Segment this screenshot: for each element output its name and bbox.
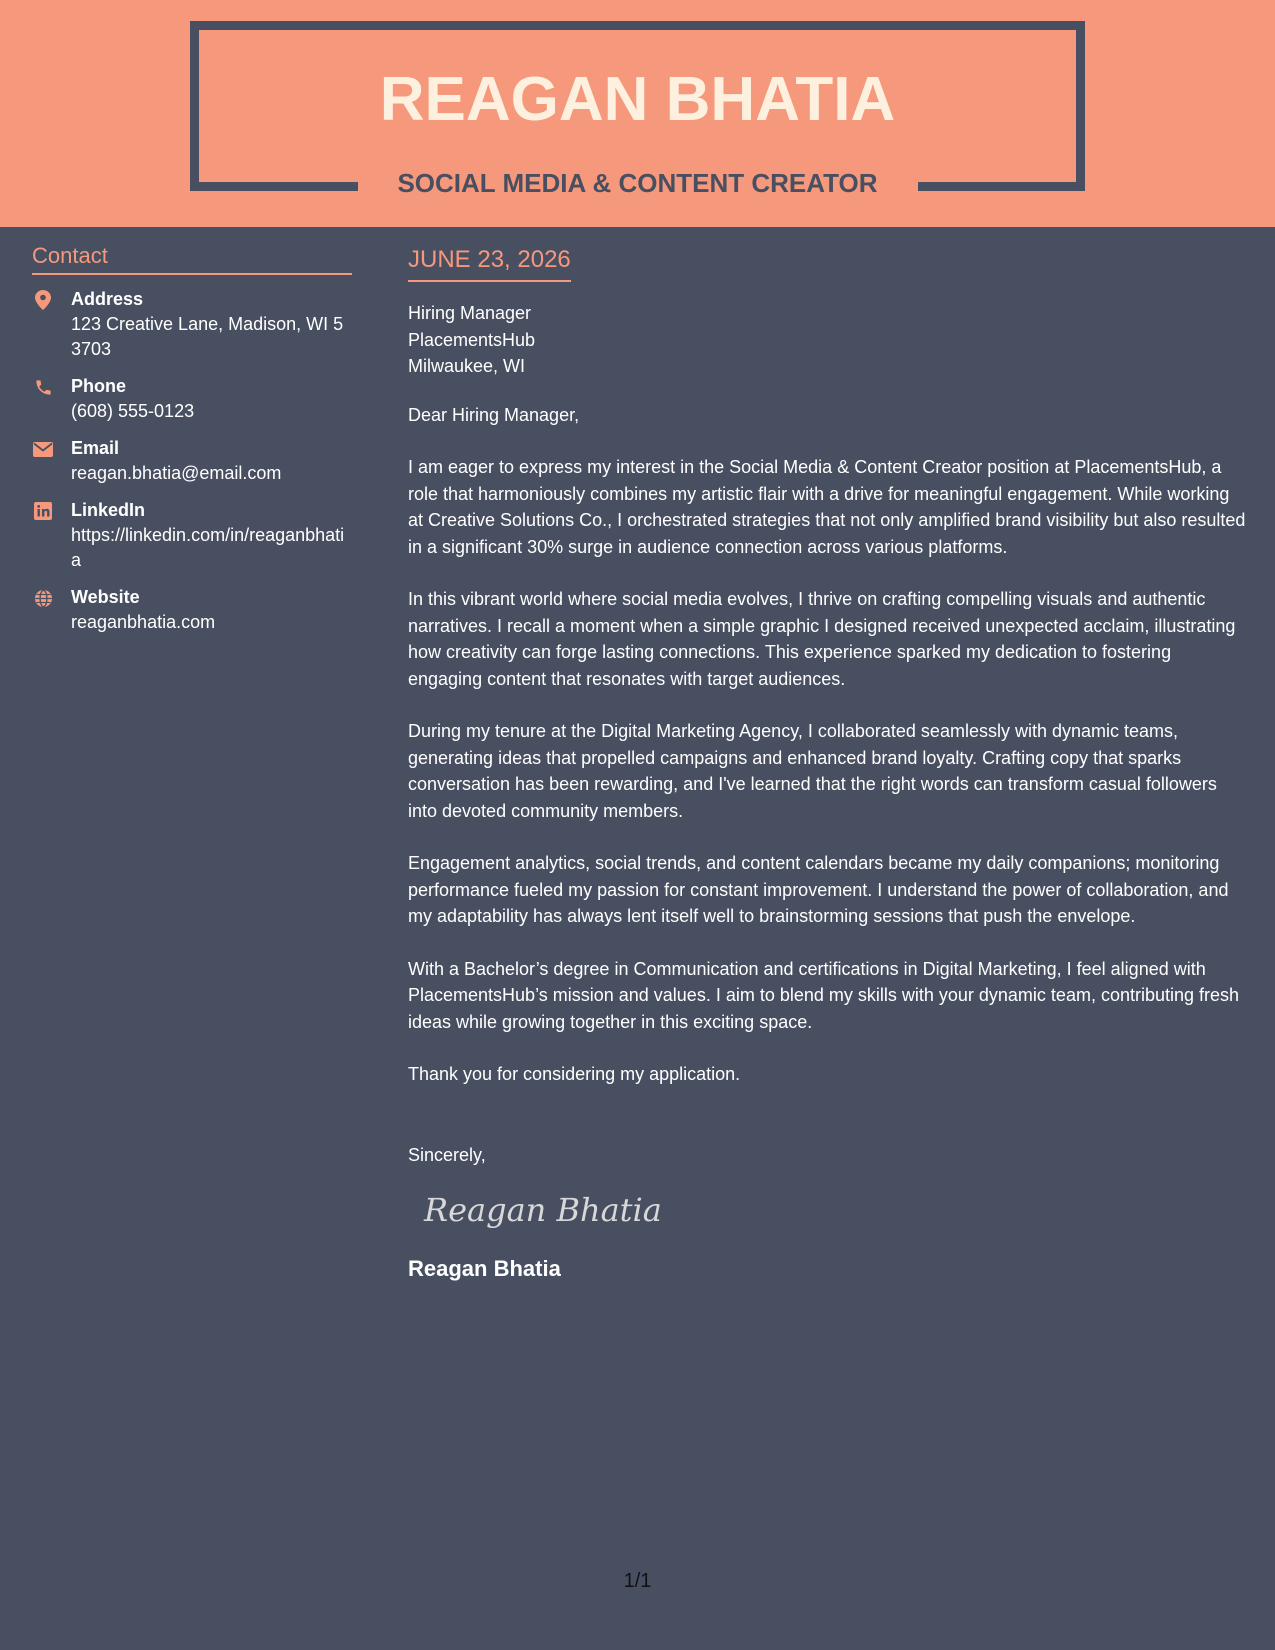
address-label: Address — [71, 289, 144, 309]
paragraph-1: I am eager to express my interest in the Social Media & Content Creator position at PlacementsHub, a role that harmoniously combines my artistic flair with a drive for meaningful engagement. While working at Creative Solutions Co., I orchestrated strategies that not only amplified brand visibility but also resulted in a significant 30% surge in audience connection across various platforms. — [408, 457, 1246, 557]
email-label: Email — [71, 438, 120, 458]
header-banner — [0, 0, 1275, 227]
contact-email — [32, 436, 352, 486]
paragraph-2: In this vibrant world where social media evolves, I thrive on crafting compelling visuals and authentic narratives. I recall a moment when a simple graphic I designed received unexpected acclaim, illustrating how creativity can forge lasting connections. This experience sparked my dedication to fostering engaging content that resonates with target audiences. — [408, 589, 1236, 689]
paragraph-3: During my tenure at the Digital Marketing Agency, I collaborated seamlessly with dynamic teams, generating ideas that propelled campaigns and enhanced brand loyalty. Crafting copy that sparks conversation has been rewarding, and I've learned that the right words can transform casual followers into devoted community members. — [408, 721, 1217, 821]
phone-value: (608) 555-0123 — [71, 401, 195, 421]
globe-icon — [32, 587, 54, 609]
website-label: Website — [71, 587, 140, 607]
greeting: Dear Hiring Manager, — [408, 404, 580, 425]
page-number: 1/1 — [623, 1570, 652, 1592]
recipient-block — [408, 300, 1248, 380]
contact-website — [32, 585, 352, 635]
contact-sidebar — [32, 242, 352, 635]
phone-label: Phone — [71, 376, 127, 396]
letter-body — [408, 244, 1248, 1284]
address-value: 123 Creative Lane, Madison, WI 53703 — [71, 314, 344, 359]
signer-name: Reagan Bhatia — [408, 1256, 561, 1281]
linkedin-label: LinkedIn — [71, 500, 146, 520]
phone-icon — [32, 376, 54, 398]
paragraph-thanks: Thank you for considering my application. — [408, 1064, 741, 1084]
contact-address — [32, 287, 352, 362]
paragraph-4: Engagement analytics, social trends, and content calendars became my daily companions; monitoring performance fueled my passion for constant improvement. I understand the power of collaboration, and my adaptability has always lent itself well to brainstorming sessions that push the envelope. — [408, 853, 1229, 926]
contact-heading: Contact — [32, 242, 352, 275]
linkedin-value[interactable]: https://linkedin.com/in/reaganbhatia — [71, 525, 345, 570]
email-icon — [32, 438, 54, 460]
applicant-name: REAGAN BHATIA — [379, 65, 896, 134]
recipient-company: PlacementsHub — [408, 329, 536, 350]
paragraph-5: With a Bachelor’s degree in Communication and certifications in Digital Marketing, I feel aligned with PlacementsHub’s mission and values. I aim to blend my skills with your dynamic team, contributing fresh ideas while growing together in this exciting space. — [408, 958, 1240, 1032]
email-value[interactable]: reagan.bhatia@email.com — [71, 463, 282, 483]
recipient-name: Hiring Manager — [408, 303, 532, 323]
website-value[interactable]: reaganbhatia.com — [71, 612, 216, 632]
contact-phone — [32, 374, 352, 424]
contact-linkedin — [32, 498, 352, 573]
recipient-location: Milwaukee, WI — [408, 356, 526, 376]
linkedin-icon — [32, 500, 54, 522]
closing: Sincerely, — [408, 1144, 486, 1165]
job-title: SOCIAL MEDIA & CONTENT CREATOR — [397, 168, 878, 198]
date-block — [408, 244, 571, 282]
letter-date: JUNE 23, 2026 — [408, 246, 571, 273]
map-pin-icon — [32, 289, 54, 311]
handwritten-signature: Reagan Bhatia — [424, 1191, 662, 1229]
